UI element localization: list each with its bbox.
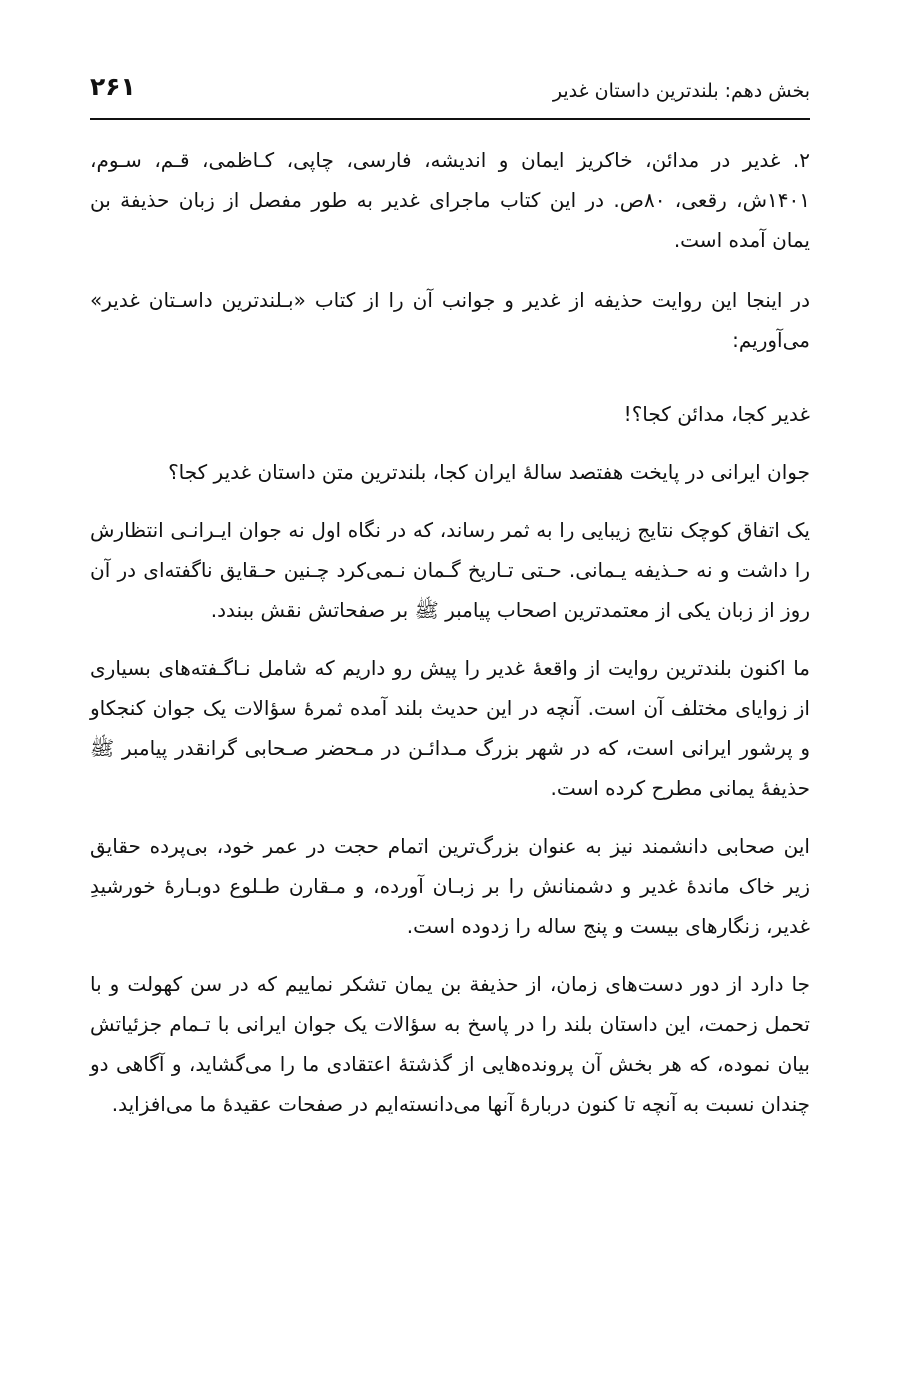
paragraph-narration: ما اکنون بلندترین روایت از واقعۀ غدیر را پیش رو داریم که شامل نـاگـفته‌های بسیاری از زوایای مختلف آن است. آنچه در این حدیث بلند آمده ثمرۀ سؤالات یک جوان کنجکاو و پرشور ایرانی است، که در شهر بزرگ مـدائـن در مـحضر صـحابی گرانقدر پیامبر ﷺ حذیفۀ یمانی مطرح کرده است. bbox=[90, 656, 810, 800]
paragraph-intro: در اینجا این روایت حذیفه از غدیر و جوانب آن را از کتاب «بـلندترین داسـتان غدیر» می‌آوریم: bbox=[90, 288, 810, 352]
paragraph-question-2: جوان ایرانی در پایخت هفتصد سالۀ ایران کجا، بلندترین متن داستان غدیر کجا؟ bbox=[168, 460, 810, 484]
header-rule bbox=[90, 118, 810, 120]
chapter-title: بخش دهم: بلندترین داستان غدیر bbox=[552, 80, 810, 102]
book-page bbox=[90, 0, 810, 1390]
footnote-2: ۲. غدیر در مدائن، خاکریز ایمان و اندیشه، فارسی، چاپی، کـاظمی، قـم، سـوم، ۱۴۰۱ش، رقعی، ۸۰ص. در این کتاب ماجرای غدیر به طور مفصل از زبان حذیفة بن یمان آمده است. bbox=[90, 148, 810, 252]
paragraph-companion: این صحابی دانشمند نیز به عنوان بزرگ‌ترین اتمام حجت در عمر خود، بی‌پرده حقایق زیر خاک ماندۀ غدیر و دشمنانش را بر زبـان آورده، و مـقارن طـلوع دوبـارۀ خورشیدِ غدیر، زنگارهای بیست و پنج ساله را زدوده است. bbox=[90, 834, 810, 938]
paragraph-event: یک اتفاق کوچک نتایج زیبایی را به ثمر رساند، که در نگاه اول نه جوان ایـرانـی انتظارش را داشت و نه حـذیفه یـمانی. حـتی تـاریخ گـمان نـمی‌کرد چـنین حـقایق ناگفته‌ای در آن روز از زبان یکی از معتمدترین اصحاب پیامبر ﷺ بر صفحاتش نقش ببندد. bbox=[90, 518, 810, 622]
paragraph-gratitude: جا دارد از دور دست‌های زمان، از حذیفة بن یمان تشکر نماییم که در سن کهولت و با تحمل زحمت، این داستان بلند را در پاسخ به سؤالات یک جوان ایرانی با تـمام جزئیاتش بیان نموده، که هر بخش آن پرونده‌هایی از گذشتۀ اعتقادی ما را می‌گشاید، و آگاهی دو چندان نسبت به آنچه تا کنون دربارۀ آنها می‌دانسته‌ایم در صفحات عقیدۀ ما می‌افزاید. bbox=[90, 972, 810, 1116]
paragraph-question-1: غدیر کجا، مدائن کجا؟! bbox=[623, 402, 810, 426]
body-text bbox=[90, 140, 810, 1142]
running-header bbox=[90, 72, 810, 112]
page-number: ۲۶۱ bbox=[90, 72, 136, 101]
